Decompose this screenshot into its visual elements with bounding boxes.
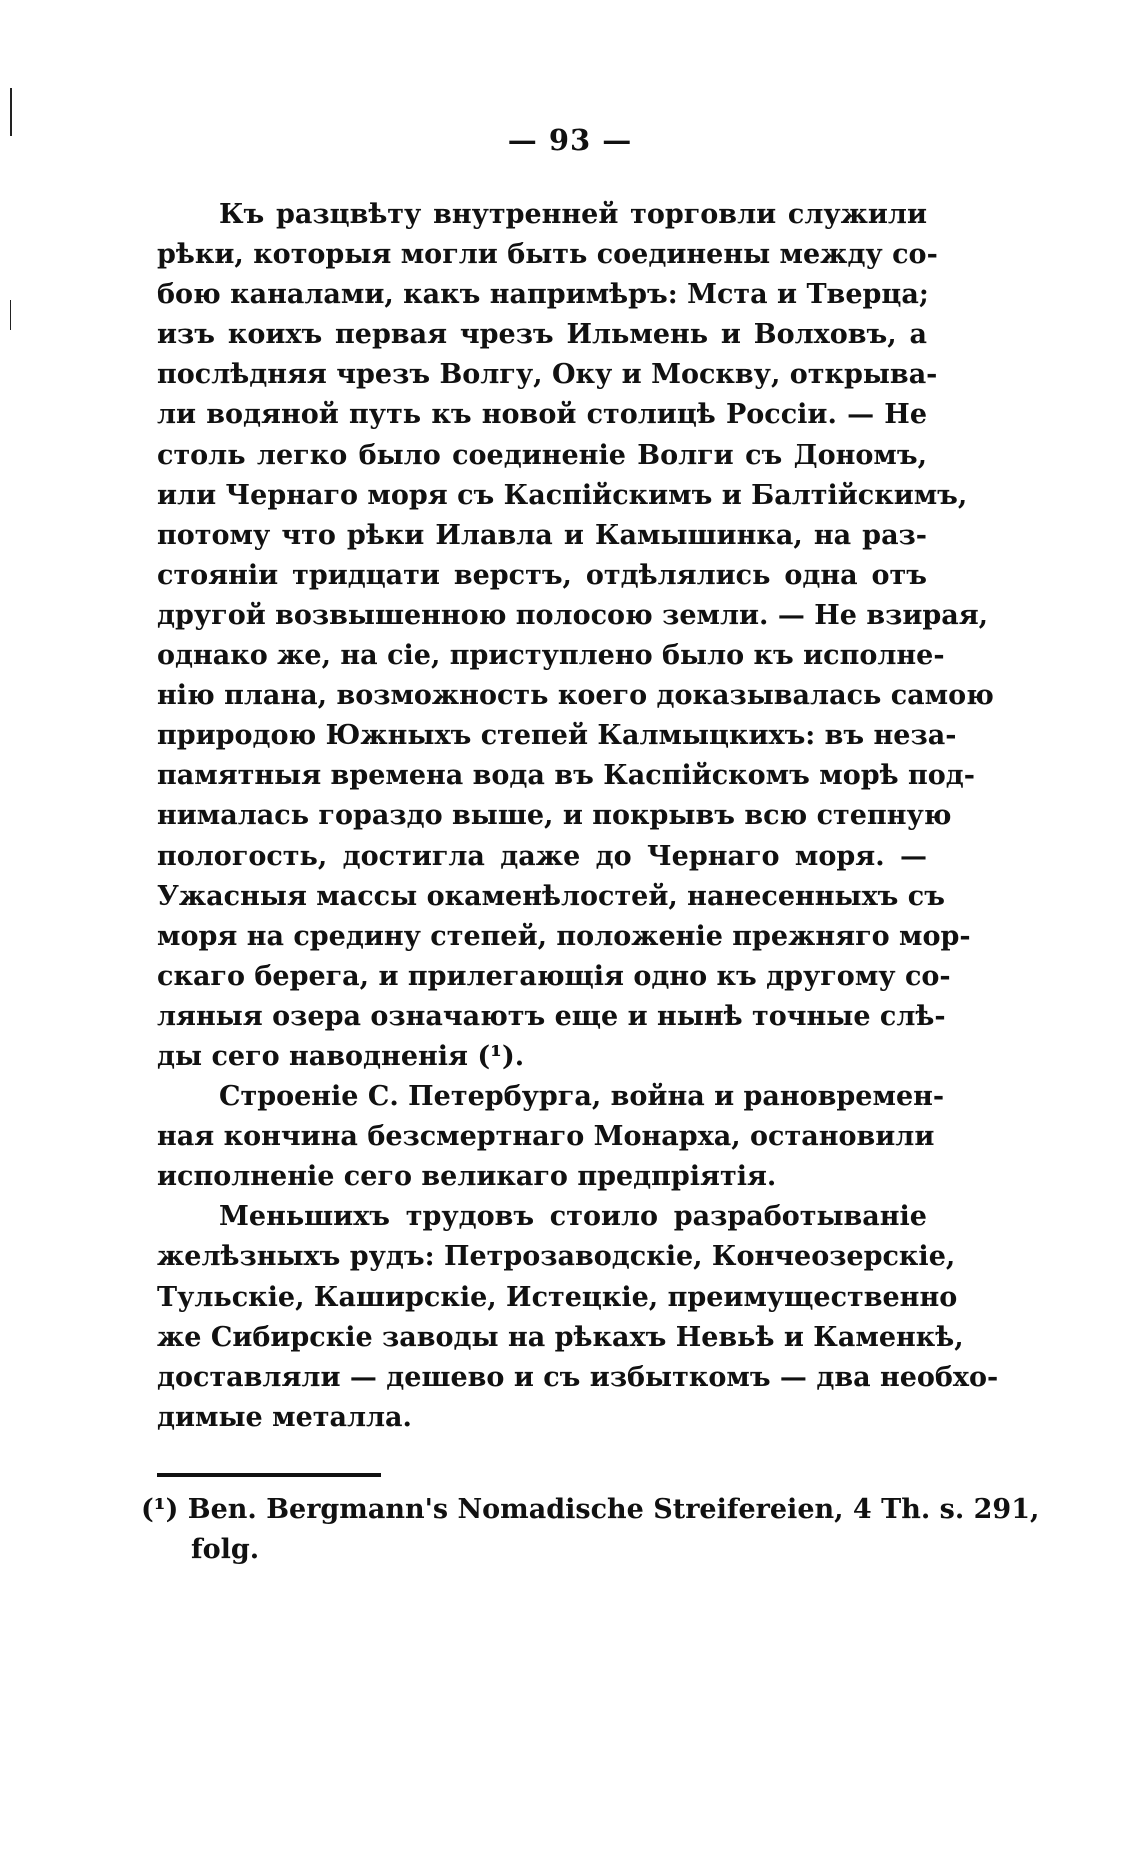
text-line: столь легко было соединеніе Волги съ Дономъ,: [157, 439, 927, 471]
page-number: — 93 —: [507, 123, 633, 157]
text-line: скаго берега, и прилегающія одно къ другому со-: [157, 960, 951, 992]
text-line: ли водяной путь къ новой столицѣ Россіи. — Не: [157, 399, 927, 431]
text-line: желѣзныхъ рудъ: Петрозаводскіе, Кончеозерскіе,: [157, 1241, 956, 1273]
text-line: ды сего наводненія (¹).: [157, 1040, 525, 1072]
body-text: [157, 195, 999, 1438]
text-line: бою каналами, какъ напримѣръ: Мста и Тверца;: [157, 279, 929, 311]
text-line: доставляли — дешево и съ избыткомъ — два необхо-: [157, 1361, 999, 1393]
footnote: [141, 1490, 1040, 1570]
text-line: Строеніе С. Петербурга, война и рановремен-: [219, 1081, 945, 1113]
paragraph-2: [157, 1077, 945, 1197]
text-line: димые металла.: [157, 1401, 412, 1433]
text-line: другой возвышенною полосою земли. — Не взирая,: [157, 599, 989, 631]
text-line: послѣдняя чрезъ Волгу, Оку и Москву, открыва-: [157, 359, 938, 391]
text-line: потому что рѣки Илавла и Камышинка, на раз-: [157, 519, 927, 551]
text-line: Ужасныя массы окаменѣлостей, нанесенныхъ съ: [157, 880, 945, 912]
text-line: рѣки, которыя могли быть соединены между со-: [157, 239, 938, 271]
text-line: пологость, достигла даже до Чернаго моря. —: [157, 840, 927, 872]
text-line: природою Южныхъ степей Калмыцкихъ: въ неза-: [157, 720, 957, 752]
text-line: или Чернаго моря съ Каспійскимъ и Балтійскимъ,: [157, 479, 968, 511]
text-line: Тульскіе, Каширскіе, Истецкіе, преимущественно: [157, 1281, 958, 1313]
paragraph-1: [157, 195, 994, 1077]
text-line: же Сибирскіе заводы на рѣкахъ Невьѣ и Каменкѣ,: [157, 1321, 964, 1353]
text-line: моря на средину степей, положеніе прежняго мор-: [157, 920, 971, 952]
text-line: исполненіе сего великаго предпріятія.: [157, 1161, 777, 1193]
text-line: Къ разцвѣту внутренней торговли служили: [219, 199, 927, 230]
text-line: Меньшихъ трудовъ стоило разработываніе: [219, 1201, 927, 1233]
footnote-divider: [157, 1473, 381, 1477]
paragraph-3: [157, 1197, 999, 1438]
text-line: ляныя озера означаютъ еще и нынѣ точные слѣ-: [157, 1000, 946, 1032]
footnote-line: (¹) Ben. Bergmann's Nomadische Streifereien, 4 Th. s. 291,: [141, 1494, 1040, 1525]
text-line: изъ коихъ первая чрезъ Ильмень и Волховъ, а: [157, 319, 927, 351]
footnote-line: folg.: [191, 1534, 260, 1565]
text-line: нію плана, возможность коего доказывалась самою: [157, 680, 994, 712]
text-line: памятныя времена вода въ Каспійскомъ морѣ под-: [157, 760, 975, 792]
text-line: ная кончина безсмертнаго Монарха, остановили: [157, 1121, 935, 1153]
text-line: нималась гораздо выше, и покрывъ всю степную: [157, 800, 952, 832]
page-edge-mark: [10, 300, 11, 330]
text-line: стояніи тридцати верстъ, отдѣлялись одна отъ: [157, 559, 927, 591]
text-line: однако же, на сіе, приступлено было къ исполне-: [157, 640, 945, 672]
